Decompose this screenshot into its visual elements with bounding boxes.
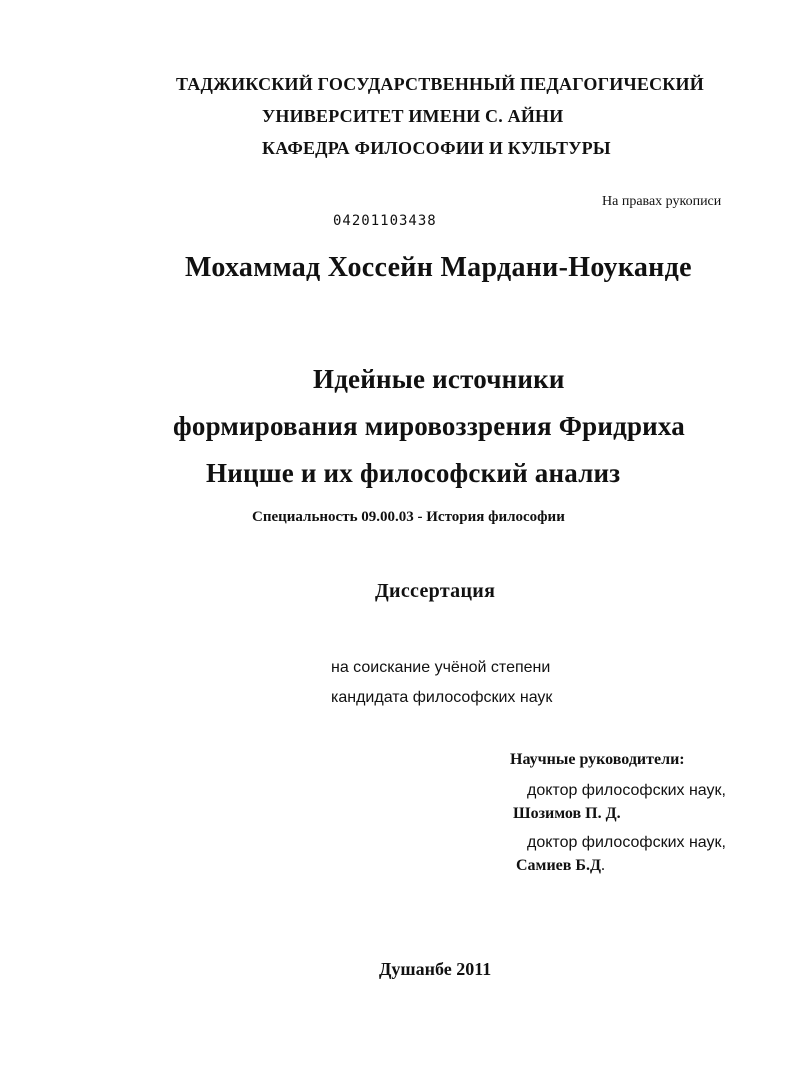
catalog-code: 04201103438	[333, 213, 437, 229]
institution-line-2: УНИВЕРСИТЕТ ИМЕНИ С. АЙНИ	[262, 106, 564, 126]
dissertation-title-line-1: Идейные источники	[313, 364, 565, 394]
supervisor-2-name-period: .	[601, 857, 605, 874]
dissertation-title-line-3: Ницше и их философский анализ	[206, 458, 621, 488]
supervisors-heading: Научные руководители:	[510, 751, 685, 768]
document-type: Диссертация	[375, 580, 496, 602]
degree-line-1: на соискание учёной степени	[331, 659, 551, 676]
degree-line-2: кандидата философских наук	[331, 689, 553, 706]
dissertation-title-line-2: формирования мировоззрения Фридриха	[173, 411, 685, 441]
specialty: Специальность 09.00.03 - История философии	[252, 509, 565, 525]
rights-note: На правах рукописи	[602, 194, 722, 209]
institution-line-1: ТАДЖИКСКИЙ ГОСУДАРСТВЕННЫЙ ПЕДАГОГИЧЕСКИЙ	[176, 74, 704, 94]
supervisor-1-name: Шозимов П. Д.	[513, 805, 621, 822]
author-name: Мохаммад Хоссейн Мардани-Ноуканде	[185, 252, 692, 283]
supervisor-2-degree: доктор философских наук,	[527, 834, 726, 851]
supervisor-2-name-text: Самиев Б.Д	[516, 857, 601, 874]
department-line: КАФЕДРА ФИЛОСОФИИ И КУЛЬТУРЫ	[262, 138, 611, 158]
city-year: Душанбе 2011	[379, 959, 492, 979]
supervisor-2-name	[516, 857, 605, 875]
supervisor-1-degree: доктор философских наук,	[527, 782, 726, 799]
